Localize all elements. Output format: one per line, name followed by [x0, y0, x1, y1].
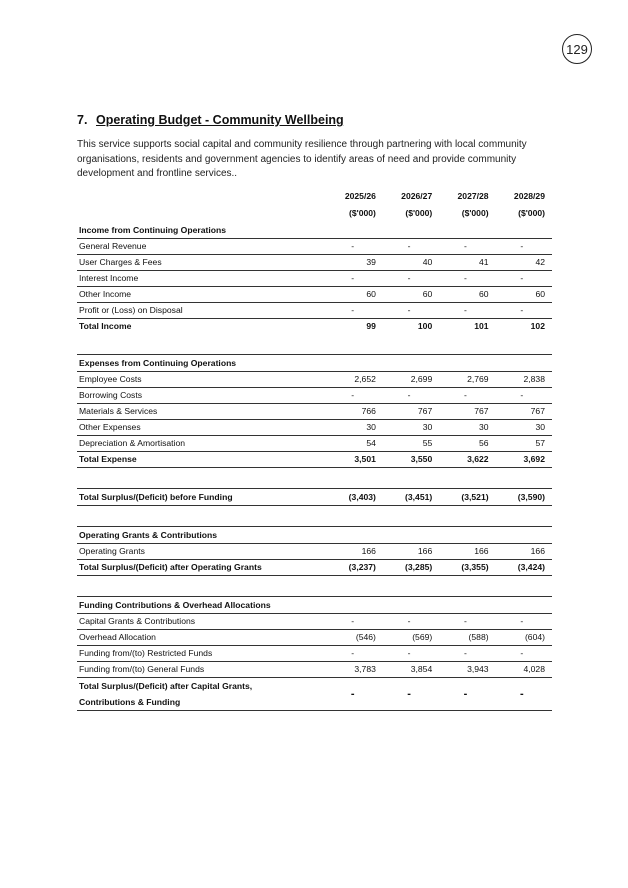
value-cell: 60: [327, 287, 383, 303]
value-cell: 56: [439, 436, 495, 452]
row-label: [77, 678, 327, 711]
unit-header: ($'000): [405, 207, 433, 218]
unit-header: ($'000): [518, 207, 545, 218]
value-cell: 767: [439, 404, 495, 420]
value-cell: 30: [439, 420, 495, 436]
row-label: Operating Grants: [77, 544, 327, 560]
section-title: Operating Budget - Community Wellbeing: [96, 113, 344, 127]
section-heading-row: [77, 355, 552, 372]
table-row: [77, 420, 552, 436]
grand-total-row: [77, 489, 552, 506]
value-cell: 39: [327, 255, 383, 271]
value-cell: 99: [366, 321, 376, 331]
row-label: Total Income: [79, 321, 132, 331]
value-cell: 2,699: [383, 372, 439, 388]
value-cell: (546): [327, 630, 383, 646]
row-label: Total Surplus/(Deficit) after Operating Grants: [77, 560, 327, 576]
value-cell: 3,943: [439, 662, 495, 678]
value-cell: 767: [383, 404, 439, 420]
value-cell: 166: [327, 544, 383, 560]
value-cell: 60: [383, 287, 439, 303]
value-cell: (3,355): [439, 560, 495, 576]
page-number-badge: [562, 34, 592, 64]
value-cell: -: [496, 388, 552, 404]
value-cell: 100: [417, 321, 433, 331]
header-empty-cell: [77, 204, 327, 222]
spacer-row: [77, 468, 552, 489]
row-label: Depreciation & Amortisation: [77, 436, 327, 452]
row-label: Overhead Allocation: [77, 630, 327, 646]
value-cell: (588): [439, 630, 495, 646]
row-label: Interest Income: [77, 271, 327, 287]
section-heading: [77, 113, 344, 127]
spacer-row: [77, 506, 552, 527]
value-cell: -: [383, 303, 439, 319]
table-row: [77, 372, 552, 388]
year-header: 2028/29: [513, 190, 545, 201]
table-header-row: [77, 204, 552, 222]
value-cell: 30: [496, 420, 552, 436]
table-row: [77, 287, 552, 303]
value-cell: 3,854: [383, 662, 439, 678]
value-cell: 3,550: [383, 452, 439, 468]
value-cell: (3,590): [496, 489, 552, 506]
year-header: 2025/26: [344, 190, 376, 201]
value-cell: 2,838: [496, 372, 552, 388]
row-label: Other Income: [77, 287, 327, 303]
row-label-line1: Total Surplus/(Deficit) after Capital Grants,: [79, 681, 253, 691]
value-cell: 166: [383, 544, 439, 560]
unit-header: ($'000): [461, 207, 489, 218]
table-row: [77, 239, 552, 255]
value-cell: 3,783: [327, 662, 383, 678]
section-number: 7.: [77, 113, 88, 127]
value-cell: -: [327, 303, 383, 319]
value-cell: -: [496, 646, 552, 662]
row-label: Capital Grants & Contributions: [77, 614, 327, 630]
value-cell: 3,692: [496, 452, 552, 468]
value-cell: (3,451): [383, 489, 439, 506]
value-cell: -: [439, 271, 495, 287]
value-cell: -: [439, 614, 495, 630]
section-heading-label: Operating Grants & Contributions: [77, 527, 552, 544]
value-cell: -: [327, 678, 383, 711]
table-row: [77, 630, 552, 646]
final-total-row: [77, 678, 552, 711]
value-cell: (3,403): [327, 489, 383, 506]
table-row: [77, 662, 552, 678]
year-header: 2026/27: [401, 190, 433, 201]
value-cell: -: [383, 646, 439, 662]
value-cell: (604): [496, 630, 552, 646]
section-heading-row: [77, 222, 552, 239]
table-row: [77, 614, 552, 630]
section-heading-label: Expenses from Continuing Operations: [77, 355, 552, 372]
value-cell: -: [439, 678, 495, 711]
value-cell: -: [327, 239, 383, 255]
value-cell: (3,237): [327, 560, 383, 576]
value-cell: -: [383, 271, 439, 287]
spacer-row: [77, 334, 552, 355]
value-cell: -: [496, 239, 552, 255]
value-cell: 101: [474, 321, 489, 331]
table-row: [77, 255, 552, 271]
section-heading-label: Income from Continuing Operations: [77, 222, 552, 239]
value-cell: 54: [327, 436, 383, 452]
row-label-line2: Contributions & Funding: [79, 697, 181, 707]
table-row: [77, 544, 552, 560]
value-cell: 766: [327, 404, 383, 420]
value-cell: 41: [439, 255, 495, 271]
value-cell: 166: [496, 544, 552, 560]
row-label: Profit or (Loss) on Disposal: [77, 303, 327, 319]
value-cell: (3,424): [496, 560, 552, 576]
row-label: Employee Costs: [77, 372, 327, 388]
value-cell: -: [496, 303, 552, 319]
value-cell: 30: [383, 420, 439, 436]
value-cell: 40: [383, 255, 439, 271]
value-cell: -: [496, 678, 552, 711]
value-cell: -: [383, 388, 439, 404]
section-heading-label: Funding Contributions & Overhead Allocations: [77, 597, 552, 614]
grand-total-row: [77, 560, 552, 576]
value-cell: -: [439, 303, 495, 319]
table-row: [77, 646, 552, 662]
table-row: [77, 404, 552, 420]
value-cell: -: [327, 646, 383, 662]
value-cell: -: [383, 614, 439, 630]
value-cell: 55: [383, 436, 439, 452]
value-cell: -: [327, 271, 383, 287]
value-cell: (569): [383, 630, 439, 646]
value-cell: -: [496, 614, 552, 630]
value-cell: -: [439, 388, 495, 404]
value-cell: 3,622: [439, 452, 495, 468]
section-intro: This service supports social capital and community resilience through partnering with local community organisations, residents and government agencies to identify areas of need and provide community development and frontline services..: [77, 139, 527, 180]
value-cell: -: [496, 271, 552, 287]
row-label: Funding from/(to) Restricted Funds: [77, 646, 327, 662]
value-cell: -: [439, 239, 495, 255]
table-header-row: [77, 188, 552, 204]
value-cell: -: [383, 239, 439, 255]
value-cell: 4,028: [496, 662, 552, 678]
spacer-row: [77, 576, 552, 597]
value-cell: -: [327, 388, 383, 404]
value-cell: 2,652: [327, 372, 383, 388]
year-header: 2027/28: [457, 190, 489, 201]
value-cell: (3,521): [439, 489, 495, 506]
section-heading-row: [77, 597, 552, 614]
row-label: Total Expense: [77, 452, 327, 468]
value-cell: 102: [530, 321, 545, 331]
table-row: [77, 271, 552, 287]
value-cell: 57: [496, 436, 552, 452]
row-label: Funding from/(to) General Funds: [77, 662, 327, 678]
operating-budget-table: [77, 188, 552, 711]
total-row: [77, 319, 552, 335]
value-cell: 60: [439, 287, 495, 303]
value-cell: 30: [327, 420, 383, 436]
table-row: [77, 388, 552, 404]
value-cell: -: [383, 678, 439, 711]
section-heading-row: [77, 527, 552, 544]
value-cell: 60: [496, 287, 552, 303]
value-cell: -: [439, 646, 495, 662]
row-label: Other Expenses: [77, 420, 327, 436]
value-cell: -: [327, 614, 383, 630]
value-cell: (3,285): [383, 560, 439, 576]
row-label: General Revenue: [77, 239, 327, 255]
value-cell: 3,501: [327, 452, 383, 468]
page-number: 129: [566, 41, 588, 57]
row-label: Total Surplus/(Deficit) before Funding: [77, 489, 327, 506]
table-row: [77, 436, 552, 452]
value-cell: 2,769: [439, 372, 495, 388]
row-label: User Charges & Fees: [77, 255, 327, 271]
value-cell: 767: [496, 404, 552, 420]
row-label: Borrowing Costs: [77, 388, 327, 404]
value-cell: 166: [439, 544, 495, 560]
table-row: [77, 303, 552, 319]
row-label: Materials & Services: [77, 404, 327, 420]
value-cell: 42: [496, 255, 552, 271]
header-empty-cell: [77, 188, 327, 204]
total-row: [77, 452, 552, 468]
unit-header: ($'000): [349, 207, 376, 218]
